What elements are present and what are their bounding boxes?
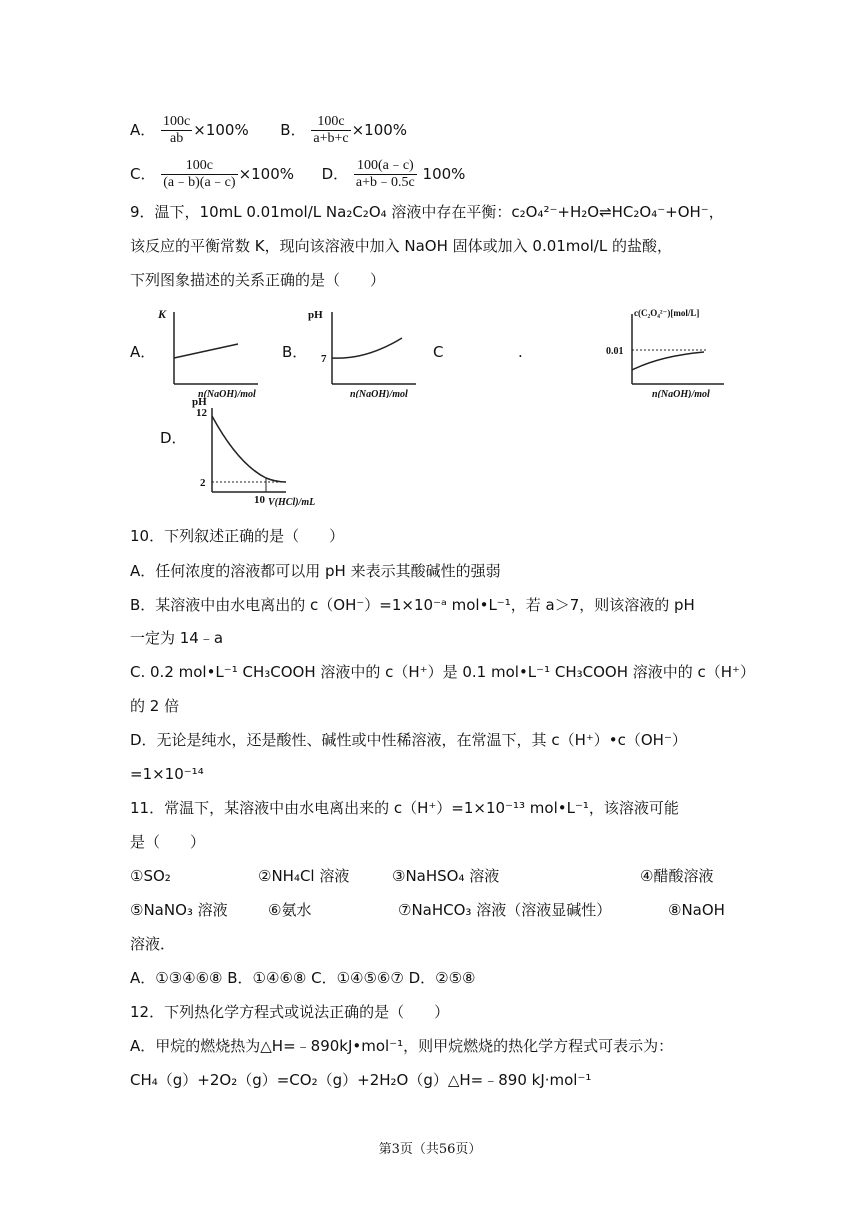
q8-a-den: ab (170, 131, 184, 146)
q9-label-c-dot: . (518, 343, 523, 361)
graph-a (154, 304, 264, 402)
q11-stem2: 是（ ） (130, 833, 206, 851)
q8-c-den: (a﹣b)(a﹣c) (163, 175, 236, 190)
q11-item-1: ①SO₂ (130, 867, 171, 885)
q10-a: A．任何浓度的溶液都可以用 pH 来表示其酸碱性的强弱 (130, 562, 501, 580)
graph-c-ylabel: c(C₂O₄²⁻)[mol/L] (634, 308, 700, 318)
q8-options-row1 (130, 114, 407, 147)
q11-item-8-cont: 溶液． (130, 935, 176, 953)
graph-b-ylabel: pH (308, 309, 323, 321)
q8-d-den: a+b﹣0.5c (355, 175, 415, 190)
q10-c1: C. 0.2 mol•L⁻¹ CH₃COOH 溶液中的 c（H⁺）是 0.1 mol•L⁻¹ CH₃COOH 溶液中的 c（H⁺） (130, 663, 755, 681)
graph-d-ylabel: pH (192, 396, 207, 408)
q11-item-8: ⑧NaOH (668, 901, 725, 919)
q10-b2: 一定为 14﹣a (130, 629, 224, 647)
graph-d (186, 392, 336, 520)
graph-c-xlabel: n(NaOH)/mol (652, 389, 710, 398)
graph-c-tick: 0.01 (606, 346, 624, 357)
q8-b-label: B． (280, 121, 306, 139)
graph-a-curve (174, 344, 238, 358)
q9-line3: 下列图象描述的关系正确的是（ ） (130, 271, 386, 289)
graph-b (306, 304, 422, 402)
q9-label-c: C (433, 343, 444, 361)
q11-item-7: ⑦NaHCO₃ 溶液（溶液显碱性） (398, 901, 612, 919)
q8-a-fraction (161, 114, 192, 147)
q8-c-tail: ×100% (238, 165, 295, 183)
q9-label-b: B． (282, 343, 308, 361)
q11-options: A．①③④⑥⑧ B．①④⑥⑧ C．①④⑤⑥⑦ D．②⑤⑧ (130, 969, 476, 987)
graph-d-curve (212, 416, 286, 482)
q9-label-d: D． (160, 429, 187, 447)
graph-d-xlabel: V(HCl)/mL (268, 497, 316, 508)
q8-b-num: 100c (311, 114, 350, 131)
q8-b-den: a+b+c (313, 131, 349, 146)
q9-line1: 9．温下，10mL 0.01mol/L Na₂C₂O₄ 溶液中存在平衡：c₂O₄²⁻+H₂O⇌HC₂O₄⁻+OH⁻， (130, 203, 724, 221)
graph-b-xlabel: n(NaOH)/mol (350, 389, 408, 398)
q12-a1: A．甲烷的燃烧热为△H=﹣890kJ•mol⁻¹，则甲烷燃烧的热化学方程式可表示为： (130, 1037, 674, 1055)
q12-stem: 12．下列热化学方程式或说法正确的是（ ） (130, 1003, 450, 1021)
page-footer: 第3页（共56页） (378, 1142, 482, 1157)
q8-b-tail: ×100% (351, 121, 408, 139)
q10-b1: B．某溶液中由水电离出的 c（OH⁻）=1×10⁻ᵃ mol•L⁻¹，若 a＞7，则该溶液的 pH (130, 596, 695, 614)
q8-d-num: 100(a﹣c) (354, 158, 417, 175)
q11-stem1: 11．常温下，某溶液中由水电离出来的 c（H⁺）=1×10⁻¹³ mol•L⁻¹，该溶液可能 (130, 799, 679, 817)
graph-d-ytick-low: 2 (200, 477, 206, 489)
q8-options-row2 (130, 158, 465, 191)
q11-item-6: ⑥氨水 (268, 901, 312, 919)
q11-item-2: ②NH₄Cl 溶液 (258, 867, 350, 885)
graph-d-xtick: 10 (254, 494, 265, 506)
q10-stem: 10．下列叙述正确的是（ ） (130, 527, 345, 545)
q8-a-tail: ×100% (193, 121, 249, 139)
q10-d2: =1×10⁻¹⁴ (130, 765, 204, 783)
q9-line2: 该反应的平衡常数 K，现向该溶液中加入 NaOH 固体或加入 0.01mol/L 的盐酸， (130, 237, 672, 255)
q8-c-label: C． (130, 165, 156, 183)
q8-d-fraction (354, 158, 417, 191)
q8-d-label: D． (321, 165, 349, 183)
q12-a2: CH₄（g）+2O₂（g）=CO₂（g）+2H₂O（g）△H=﹣890 kJ·mol⁻¹ (130, 1071, 592, 1089)
q8-a-label: A． (130, 121, 156, 139)
q10-d1: D．无论是纯水，还是酸性、碱性或中性稀溶液，在常温下，其 c（H⁺）•c（OH⁻） (130, 731, 687, 749)
q10-c2: 的 2 倍 (130, 697, 180, 715)
q8-a-num: 100c (163, 114, 191, 129)
q11-item-3: ③NaHSO₄ 溶液 (392, 867, 500, 885)
q8-c-fraction (161, 158, 237, 191)
q8-d-tail: 100% (422, 165, 466, 183)
q8-b-fraction (311, 114, 350, 147)
graph-c (600, 304, 730, 402)
graph-b-tick: 7 (321, 353, 327, 365)
graph-b-curve (332, 338, 402, 358)
graph-a-ylabel: K (158, 307, 167, 321)
graph-c-curve (632, 352, 704, 370)
graph-d-ytick-top: 12 (196, 407, 207, 419)
q11-item-4: ④醋酸溶液 (640, 867, 714, 885)
q11-item-5: ⑤NaNO₃ 溶液 (130, 901, 228, 919)
graph-a-xlabel: n(NaOH)/mol (198, 389, 256, 398)
q8-c-num: 100c (161, 158, 237, 175)
q9-label-a: A． (130, 343, 156, 361)
